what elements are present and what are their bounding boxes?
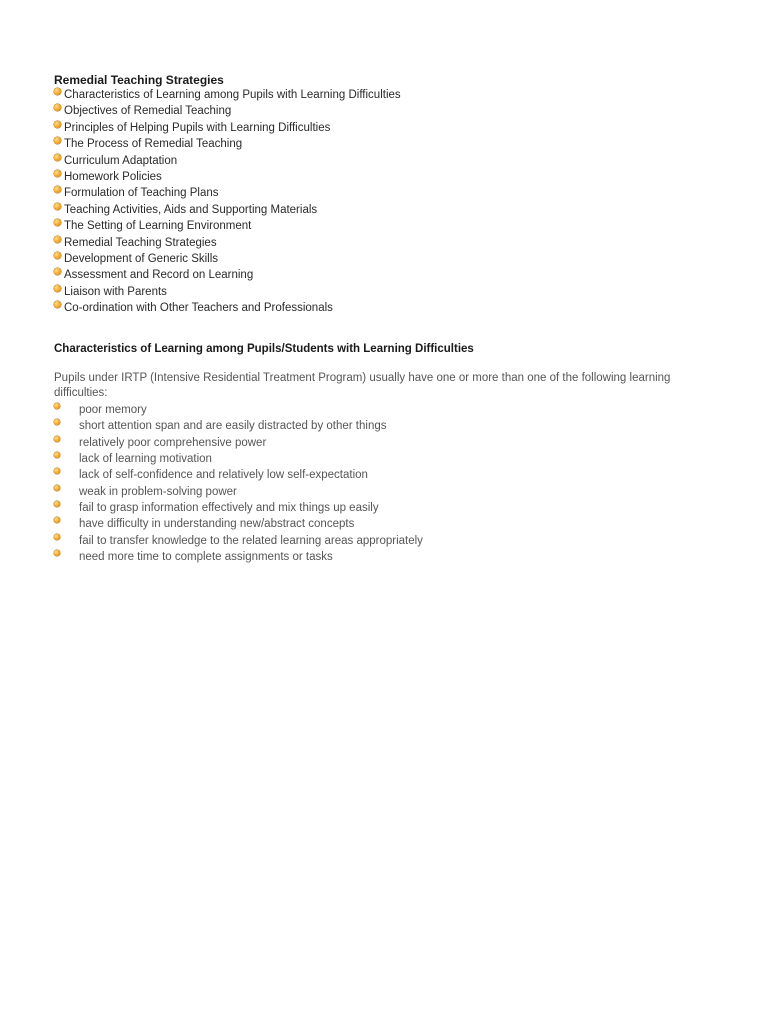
bullet-icon — [54, 88, 61, 95]
toc-item — [54, 267, 401, 283]
bullet-icon — [54, 219, 61, 226]
bullet-icon — [54, 468, 60, 474]
bullet-icon — [54, 104, 61, 111]
difficulty-item-text: short attention span and are easily distracted by other things — [79, 420, 387, 433]
bullet-icon — [54, 252, 61, 259]
bullet-icon — [54, 301, 61, 308]
difficulty-item — [54, 435, 423, 451]
bullet-icon — [54, 268, 61, 275]
toc-title: Remedial Teaching Strategies — [54, 73, 224, 87]
toc-item-text: Characteristics of Learning among Pupils with Learning Difficulties — [64, 89, 401, 101]
bullet-icon — [54, 550, 60, 556]
bullet-icon — [54, 137, 61, 144]
difficulty-item — [54, 451, 423, 467]
bullet-icon — [54, 485, 60, 491]
difficulty-item-text: fail to grasp information effectively and mix things up easily — [79, 502, 379, 515]
toc-item-text: The Setting of Learning Environment — [64, 220, 252, 233]
bullet-icon — [54, 452, 60, 458]
toc-item — [54, 136, 401, 152]
difficulty-item — [54, 484, 423, 500]
toc-item-text: Remedial Teaching Strategies — [64, 236, 217, 249]
difficulty-item — [54, 500, 423, 516]
toc-item-text: Curriculum Adaptation — [64, 154, 178, 167]
bullet-icon — [54, 285, 61, 292]
difficulty-item-text: fail to transfer knowledge to the related learning areas appropriately — [79, 534, 423, 547]
difficulty-item — [54, 533, 423, 549]
toc-list — [54, 87, 401, 316]
bullet-icon — [54, 154, 61, 161]
toc-item-text: Co-ordination with Other Teachers and Professionals — [64, 302, 333, 315]
difficulty-item-text: have difficulty in understanding new/abstract concepts — [79, 518, 355, 531]
toc-item — [54, 120, 401, 136]
bullet-icon — [54, 419, 60, 425]
toc-item — [54, 235, 401, 251]
toc-item — [54, 284, 401, 300]
difficulty-item — [54, 516, 423, 532]
toc-item-text: Principles of Helping Pupils with Learning Difficulties — [64, 121, 331, 134]
toc-item — [54, 185, 401, 201]
toc-item — [54, 169, 401, 185]
toc-item-text: Development of Generic Skills — [64, 252, 219, 265]
toc-item — [54, 87, 401, 103]
toc-item-text: The Process of Remedial Teaching — [64, 138, 243, 151]
section-heading: Characteristics of Learning among Pupils/Students with Learning Difficulties — [54, 343, 474, 355]
bullet-icon — [54, 436, 60, 442]
bullet-icon — [54, 517, 60, 523]
difficulties-list — [54, 402, 423, 565]
bullet-icon — [54, 534, 60, 540]
toc-item — [54, 300, 401, 316]
toc-item-text: Homework Policies — [64, 170, 162, 183]
bullet-icon — [54, 236, 61, 243]
toc-item-text: Formulation of Teaching Plans — [64, 187, 219, 200]
difficulty-item-text: weak in problem-solving power — [79, 485, 237, 498]
toc-item — [54, 153, 401, 169]
toc-item — [54, 202, 401, 218]
difficulty-item-text: poor memory — [79, 404, 147, 416]
difficulty-item-text: relatively poor comprehensive power — [79, 436, 267, 449]
toc-item — [54, 218, 401, 234]
toc-item-text: Assessment and Record on Learning — [64, 269, 254, 282]
bullet-icon — [54, 501, 60, 507]
difficulty-item-text: lack of learning motivation — [79, 453, 212, 466]
bullet-icon — [54, 170, 61, 177]
difficulty-item-text: need more time to complete assignments or tasks — [79, 551, 333, 564]
bullet-icon — [54, 186, 61, 193]
toc-item — [54, 251, 401, 267]
bullet-icon — [54, 203, 61, 210]
difficulty-item — [54, 549, 423, 565]
toc-item-text: Teaching Activities, Aids and Supporting Materials — [64, 203, 318, 216]
difficulty-item — [54, 467, 423, 483]
bullet-icon — [54, 403, 60, 409]
difficulty-item — [54, 402, 423, 418]
difficulty-item-text: lack of self-confidence and relatively low self-expectation — [79, 469, 368, 482]
bullet-icon — [54, 121, 61, 128]
section-intro: Pupils under IRTP (Intensive Residential Treatment Program) usually have one or more than one of the following learning difficulties: — [54, 372, 671, 399]
difficulty-item — [54, 418, 423, 434]
toc-item-text: Liaison with Parents — [64, 285, 167, 298]
toc-item-text: Objectives of Remedial Teaching — [64, 105, 232, 118]
toc-item — [54, 103, 401, 119]
